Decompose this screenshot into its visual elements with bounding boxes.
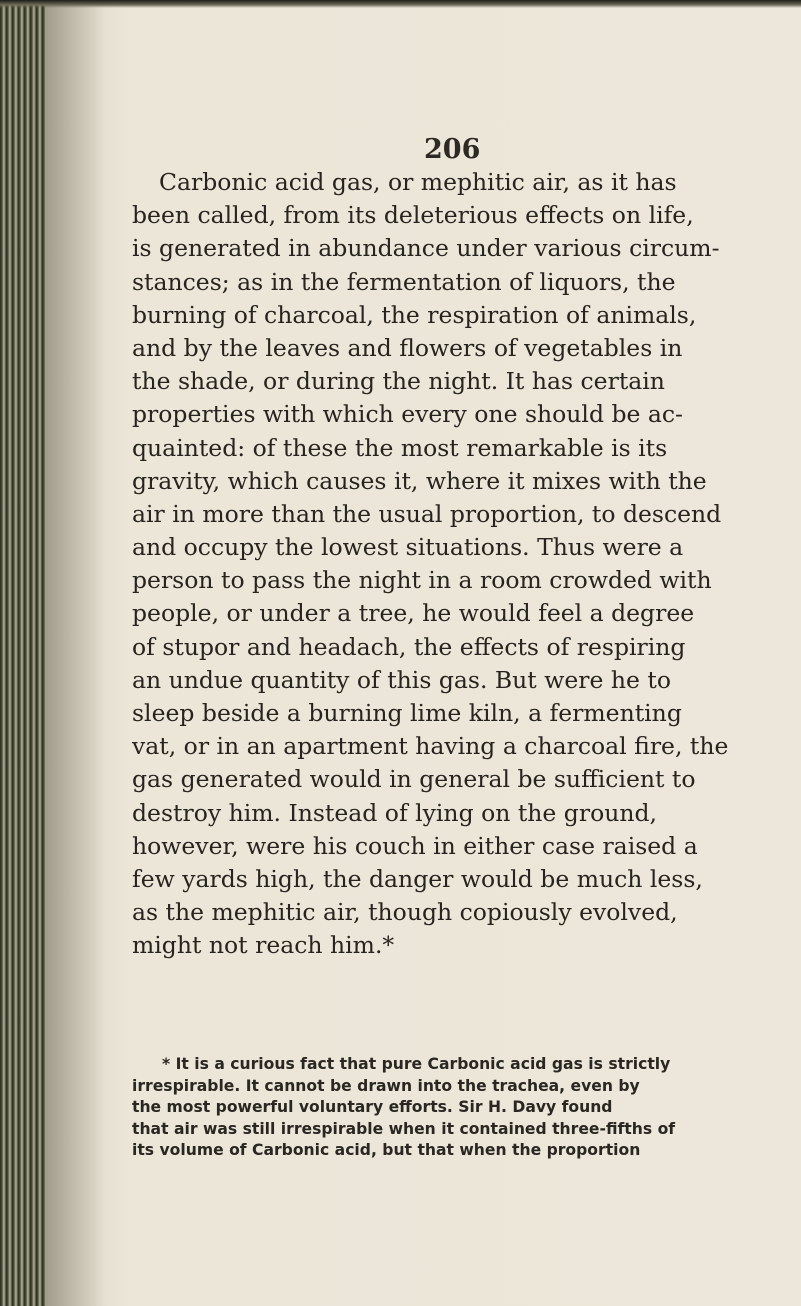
footnote-line: its volume of Carbonic acid, but that when the proportion bbox=[132, 1141, 641, 1160]
body-line: and occupy the lowest situations. Thus were a bbox=[132, 533, 684, 562]
footnote bbox=[132, 1054, 772, 1162]
body-line: an undue quantity of this gas. But were he to bbox=[132, 665, 671, 694]
page-number: 206 bbox=[424, 134, 481, 165]
body-line: properties with which every one should be ac- bbox=[132, 400, 683, 429]
body-line: burning of charcoal, the respiration of animals, bbox=[132, 300, 697, 329]
body-line: vat, or in an apartment having a charcoal fire, the bbox=[132, 732, 729, 761]
body-line: might not reach him.* bbox=[132, 931, 395, 960]
body-line: been called, from its deleterious effects on life, bbox=[132, 201, 694, 230]
footnote-line: irrespirable. It cannot be drawn into the trachea, even by bbox=[132, 1076, 640, 1095]
footnote-line: * It is a curious fact that pure Carbonic acid gas is strictly bbox=[162, 1055, 671, 1073]
body-line: sleep beside a burning lime kiln, a fermenting bbox=[132, 699, 682, 727]
body-line: stances; as in the fermentation of liquors, the bbox=[132, 267, 676, 296]
footnote-line: the most powerful voluntary efforts. Sir H. Davy found bbox=[132, 1098, 613, 1117]
body-line: as the mephitic air, though copiously evolved, bbox=[132, 898, 678, 927]
body-line: air in more than the usual proportion, to descend bbox=[132, 499, 722, 528]
body-line: the shade, or during the night. It has certain bbox=[132, 367, 665, 396]
body-line: is generated in abundance under various circum- bbox=[132, 234, 720, 263]
body-line: and by the leaves and flowers of vegetables in bbox=[132, 333, 683, 362]
body-line: destroy him. Instead of lying on the ground, bbox=[132, 798, 657, 827]
body-line: gravity, which causes it, where it mixes with the bbox=[132, 466, 707, 495]
body-line: few yards high, the danger would be much less, bbox=[132, 864, 703, 893]
body-line: of stupor and headach, the effects of respiring bbox=[132, 632, 686, 661]
body-line: gas generated would in general be sufficient to bbox=[132, 765, 696, 794]
body-line: person to pass the night in a room crowded with bbox=[132, 566, 712, 595]
body-line: however, were his couch in either case raised a bbox=[132, 831, 698, 860]
body-line: quainted: of these the most remarkable is its bbox=[132, 433, 668, 462]
footnote-line: that air was still irrespirable when it contained three-fifths of bbox=[132, 1119, 676, 1138]
page-top-edge bbox=[0, 0, 801, 8]
gutter-shadow bbox=[46, 0, 106, 1306]
body-paragraph bbox=[132, 166, 772, 963]
body-line: Carbonic acid gas, or mephitic air, as it has bbox=[159, 168, 677, 196]
book-spine-gutter bbox=[0, 0, 46, 1306]
body-line: people, or under a tree, he would feel a degree bbox=[132, 599, 695, 628]
